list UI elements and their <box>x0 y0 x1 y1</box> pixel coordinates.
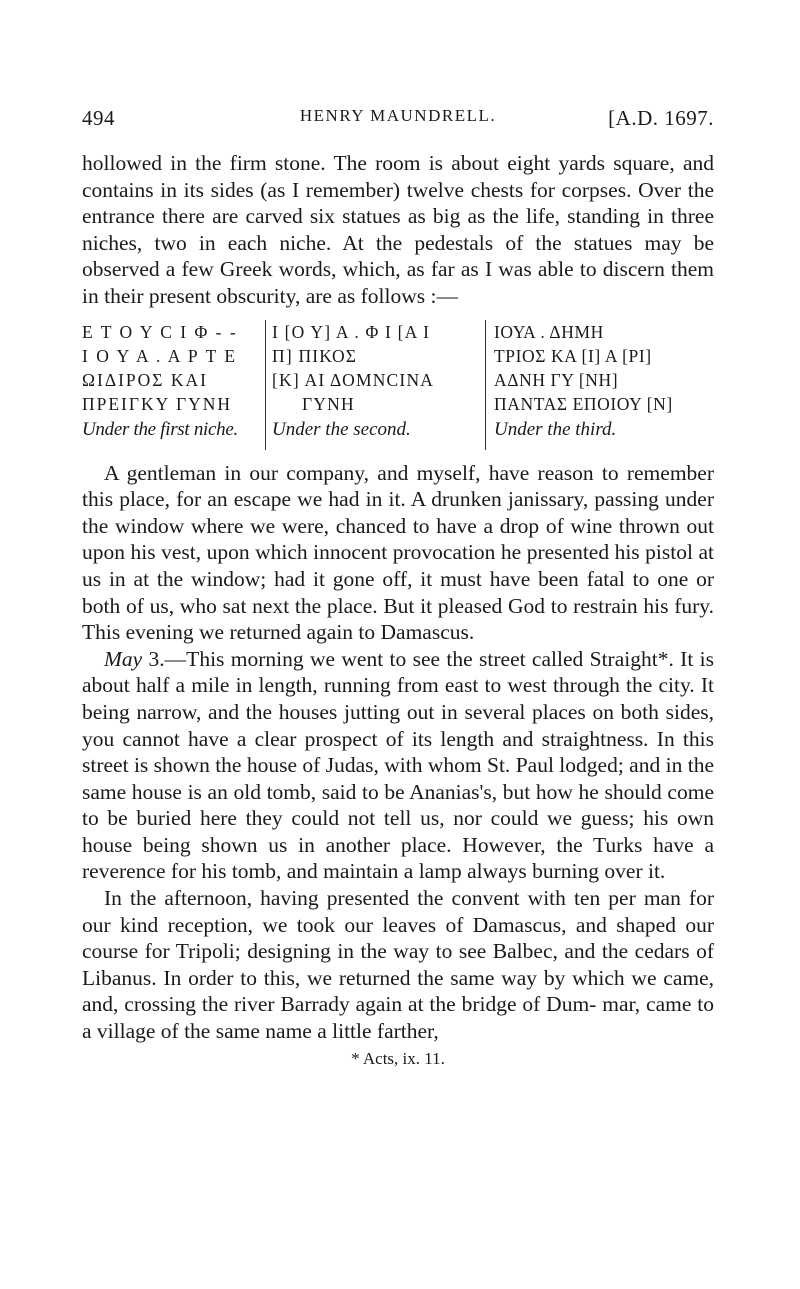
running-head <box>82 106 714 136</box>
date-label: [A.D. 1697. <box>608 106 714 130</box>
footnote: * Acts, ix. 11. <box>351 1048 445 1068</box>
inscription-line: ΑΔΝΗ ΓΥ [ΝΗ] <box>494 369 619 390</box>
inscription-line: ΙΟΥΑ . ΔΗΜΗ <box>494 321 604 342</box>
date-italic: May <box>104 646 143 671</box>
inscription-line: ΤΡΙΟΣ ΚΑ [Ι] Α [ΡΙ] <box>494 345 652 366</box>
inscription-second-niche <box>266 320 486 450</box>
inscription-caption: Under the third. <box>494 418 617 440</box>
paragraph-2: A gentleman in our company, and myself, have reason to remember this place, for an escape we had in it. A drunken janissary, passing under the window where we were, chanced to have a drop of wine thrown out upon his vest, upon which innocent provocation he presented his pistol at us in at the window; had it gone off, it must have been fatal to one or both of us, who sat next the place. But it pleased God to restrain his fury. This evening we returned again to Damascus. <box>82 460 714 645</box>
inscription-line: Ι Ο Υ Α . Α Ρ Τ Ε <box>82 345 238 366</box>
inscription-first-niche <box>82 320 266 450</box>
page-number: 494 <box>82 106 115 130</box>
inscription-third-niche <box>486 320 714 450</box>
inscription-line: Ι [Ο Υ] Α . Φ Ι [Α Ι <box>272 321 431 342</box>
inscription-caption: Under the first niche. <box>82 418 238 440</box>
inscription-line: ΓΥΝΗ <box>302 393 355 414</box>
inscription-caption: Under the second. <box>272 418 411 440</box>
inscription-table <box>82 320 714 450</box>
inscription-line: Π] ΠΙΚΟΣ <box>272 345 358 366</box>
paragraph-3 <box>82 646 714 885</box>
inscription-line: ΠΑΝΤΑΣ ΕΠΟΙΟΥ [Ν] <box>494 393 673 414</box>
inscription-line: ΠΡΕΙΓΚΥ ΓΥΝΗ <box>82 393 233 414</box>
paragraph-1: hollowed in the firm stone. The room is about eight yards square, and contains in its sides (as I remember) twelve chests for corpses. Over the entrance there are carved six statues as big as the life, standing in three niches, two in each niche. At the pedestals of the statues may be observed a few Greek words, which, as far as I was able to discern them in their present obscurity, are as follows :— <box>82 151 714 308</box>
paragraph-3-text: 3.—This morning we went to see the street called Straight*. It is about half a mile in length, running from east to west through the city. It being narrow, and the houses jutting out in several places on both sides, you cannot have a clear prospect of its length and straightness. In this street is shown the house of Judas, with whom St. Paul lodged; and in the same house is an old tomb, said to be Ananias's, but how he should come to be buried here they could not tell us, nor could we guess; his own house being shown us in another place. However, the Turks have a reverence for his tomb, and maintain a lamp always burning over it. <box>82 646 714 884</box>
body-text <box>82 150 714 1045</box>
inscription-line: Ε Τ Ο Υ C Ι Φ - - <box>82 321 238 342</box>
running-title: HENRY MAUNDRELL. <box>299 106 497 125</box>
inscription-line: [Κ] ΑΙ ΔΟΜΝCΙΝΑ <box>272 369 435 390</box>
paragraph-4: In the afternoon, having presented the convent with ten per man for our kind reception, we took our leaves of Damascus, and shaped our course for Tripoli; designing in the way to see Balbec, and the cedars of Libanus. In order to this, we returned the same way by which we came, and, crossing the river Barrady again at the bridge of Dum- mar, came to a village of the same name a little farther, <box>82 886 714 1044</box>
inscription-line: ΩΙΔΙΡΟΣ ΚΑΙ <box>82 369 208 390</box>
book-page <box>82 106 714 1069</box>
